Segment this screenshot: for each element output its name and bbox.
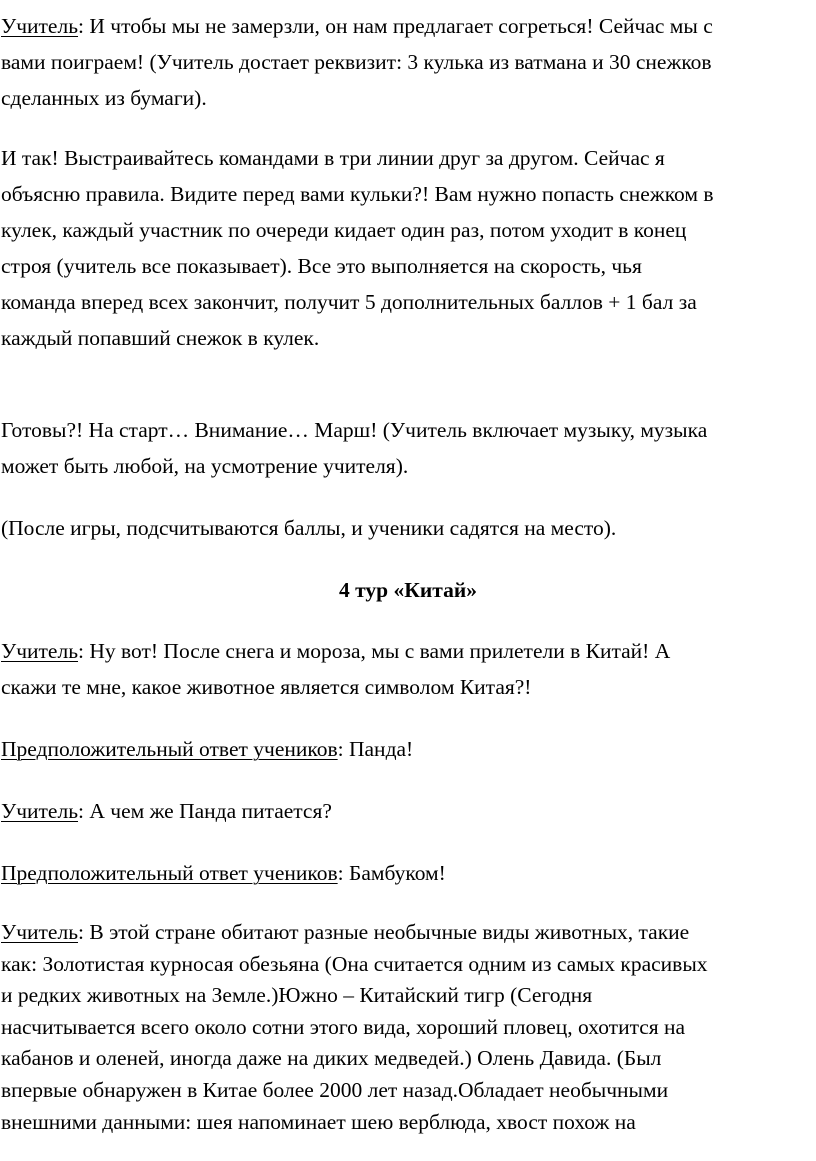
- paragraph-game-rules: [1, 140, 813, 356]
- paragraph-teacher-warm-up: [1, 8, 813, 116]
- text-line: сделанных из бумаги).: [1, 86, 207, 110]
- speech-text: : А чем же Панда питается?: [78, 799, 332, 823]
- paragraph-teacher-china: [1, 633, 813, 705]
- section-heading: 4 тур «Китай»: [339, 578, 477, 602]
- text-line: вами поиграем! (Учитель достает реквизит: 3 кулька из ватмана и 30 снежков: [1, 50, 712, 74]
- text-line: кабанов и оленей, иногда даже на диких медведей.) Олень Давида. (Был: [1, 1046, 662, 1071]
- text-line: [1, 633, 813, 669]
- text-line: [1, 731, 813, 767]
- speaker-label: Предположительный ответ учеников: [1, 861, 338, 885]
- speaker-label: Учитель: [1, 920, 79, 944]
- text-line: и редких животных на Земле.)Южно – Китайский тигр (Сегодня: [1, 983, 593, 1008]
- text-line: внешними данными: шея напоминает шею верблюда, хвост похож на: [1, 1109, 636, 1134]
- speaker-label: Учитель: [1, 14, 79, 38]
- paragraph-students-answer-panda: [1, 731, 813, 767]
- text-line: насчитывается всего около сотни этого вида, хороший пловец, охотится на: [1, 1014, 686, 1039]
- text-line: каждый попавший снежок в кулек.: [1, 326, 320, 350]
- speech-text: : Бамбуком!: [337, 861, 446, 885]
- speaker-label: Учитель: [1, 799, 79, 823]
- speaker-label: Предположительный ответ учеников: [1, 737, 338, 761]
- text-line: скажи те мне, какое животное является символом Китая?!: [1, 675, 532, 699]
- text-line: [1, 917, 813, 949]
- paragraph-teacher-animals: [1, 917, 813, 1138]
- speech-text: : И чтобы мы не замерзли, он нам предлагает согреться! Сейчас мы с: [78, 14, 713, 38]
- paragraph-after-game: [1, 510, 813, 546]
- paragraph-teacher-question-food: [1, 793, 813, 829]
- text-line: строя (учитель все показывает). Все это выполняется на скорость, чья: [1, 254, 642, 278]
- text-line: впервые обнаружен в Китае более 2000 лет назад.Обладает необычными: [1, 1077, 669, 1102]
- text-line: может быть любой, на усмотрение учителя).: [1, 454, 409, 478]
- paragraph-start-signal: [1, 412, 813, 484]
- text-line: (После игры, подсчитываются баллы, и ученики садятся на место).: [1, 516, 617, 540]
- speech-text: : Панда!: [337, 737, 414, 761]
- speaker-label: Учитель: [1, 639, 79, 663]
- text-line: как: Золотистая курносая обезьяна (Она считается одним из самых красивых: [1, 951, 708, 976]
- text-line: И так! Выстраивайтесь командами в три линии друг за другом. Сейчас я: [1, 146, 665, 170]
- text-line: [1, 793, 813, 829]
- text-line: объясню правила. Видите перед вами кульки?! Вам нужно попасть снежком в: [1, 182, 714, 206]
- paragraph-students-answer-bamboo: [1, 855, 813, 891]
- speech-text: : В этой стране обитают разные необычные виды животных, такие: [78, 920, 690, 944]
- text-line: кулек, каждый участник по очереди кидает один раз, потом уходит в конец: [1, 218, 687, 242]
- text-line: [1, 855, 813, 891]
- text-line: [1, 8, 813, 44]
- speech-text: : Ну вот! После снега и мороза, мы с вами прилетели в Китай! А: [78, 639, 671, 663]
- text-line: команда вперед всех закончит, получит 5 дополнительных баллов + 1 бал за: [1, 290, 697, 314]
- text-line: Готовы?! На старт… Внимание… Марш! (Учитель включает музыку, музыка: [1, 418, 708, 442]
